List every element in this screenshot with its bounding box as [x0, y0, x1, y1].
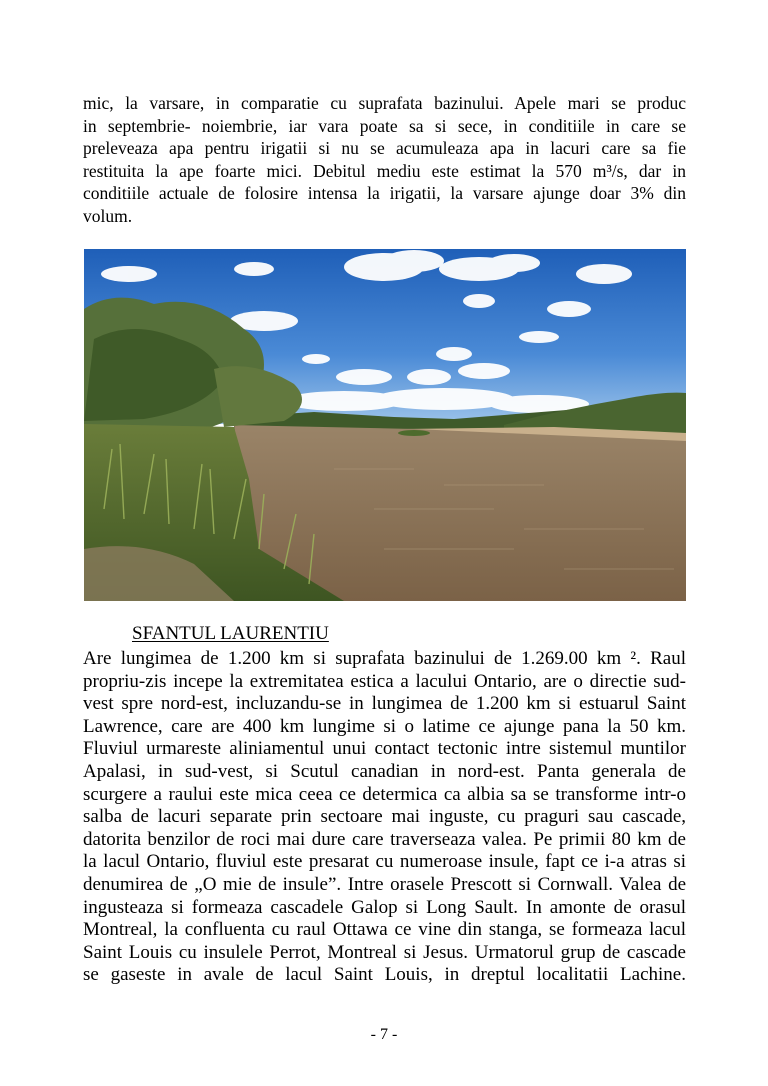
section-paragraph-line: denumirea de „O mie de insule”. Intre orasele Prescott si Cornwall. Valea de	[83, 873, 686, 895]
top-paragraph-line: in septembrie- noiembrie, iar vara poate sa si sece, in conditiile in care se	[83, 115, 686, 136]
section-paragraph-line: se gaseste in avale de lacul Saint Louis, in dreptul localitatii Lachine.	[83, 964, 686, 986]
top-paragraph-line: volum.	[83, 205, 133, 226]
section-paragraph	[83, 648, 686, 987]
top-paragraph-line: preleveaza apa pentru irigatii si nu se acumuleaza apa in lacuri care sa fie	[83, 138, 686, 159]
top-paragraph-line: restituita la ape foarte mici. Debitul mediu este estimat la 570 m³/s, dar in	[83, 160, 686, 181]
river-water	[234, 425, 686, 601]
section-paragraph-line: propriu-zis incepe la extremitatea estica a lacului Ontario, are o directie sud-	[83, 670, 686, 692]
section-paragraph-line: Lawrence, care are 400 km lungime si o latime ce ajunge pana la 50 km.	[83, 715, 686, 737]
section-paragraph-line: la lacul Ontario, fluviul este presarat cu numeroase insule, fapt ce i-a atras si	[83, 851, 686, 873]
section-paragraph-line: salba de lacuri separate prin sectoare mai inguste, cu praguri sau cascade,	[83, 806, 686, 828]
river-photo	[84, 249, 686, 601]
section-paragraph-line: datorita benzilor de roci mai dure care traverseaza valea. Pe primii 80 km de	[83, 828, 686, 850]
section-paragraph-line: scurgere a raului este mica ceea ce determica ca albia sa se transforme intr-o	[83, 783, 686, 805]
top-paragraph-line: conditiile actuale de folosire intensa la irigatii, la varsare ajunge doar 3% din	[83, 183, 686, 204]
section-paragraph-line: Saint Louis cu insulele Perrot, Montreal si Jesus. Urmatorul grup de cascade	[83, 941, 686, 963]
section-paragraph-line: vest spre nord-est, incluzandu-se in lungimea de 1.200 km si estuarul Saint	[83, 693, 686, 715]
section-paragraph-line: Apalasi, in sud-vest, si Scutul canadian in nord-est. Panta generala de	[83, 760, 686, 782]
top-paragraph-line: mic, la varsare, in comparatie cu suprafata bazinului. Apele mari se produc	[83, 93, 686, 113]
section-paragraph-line: Montreal, la confluenta cu raul Ottawa ce vine din stanga, se formeaza lacul	[83, 919, 686, 941]
section-paragraph-line: Fluviul urmareste aliniamentul unui contact tectonic intre sistemul muntilor	[83, 738, 686, 760]
page-number: - 7 -	[370, 1026, 398, 1043]
section-heading: SFANTUL LAURENTIU	[132, 623, 329, 644]
section-paragraph-line: ingusteaza si formeaza cascadele Galop si Long Sault. In amonte de orasul	[83, 896, 686, 918]
section-paragraph-line: Are lungimea de 1.200 km si suprafata bazinului de 1.269.00 km ². Raul	[83, 648, 686, 669]
small-island	[398, 430, 430, 436]
top-paragraph	[83, 92, 686, 228]
